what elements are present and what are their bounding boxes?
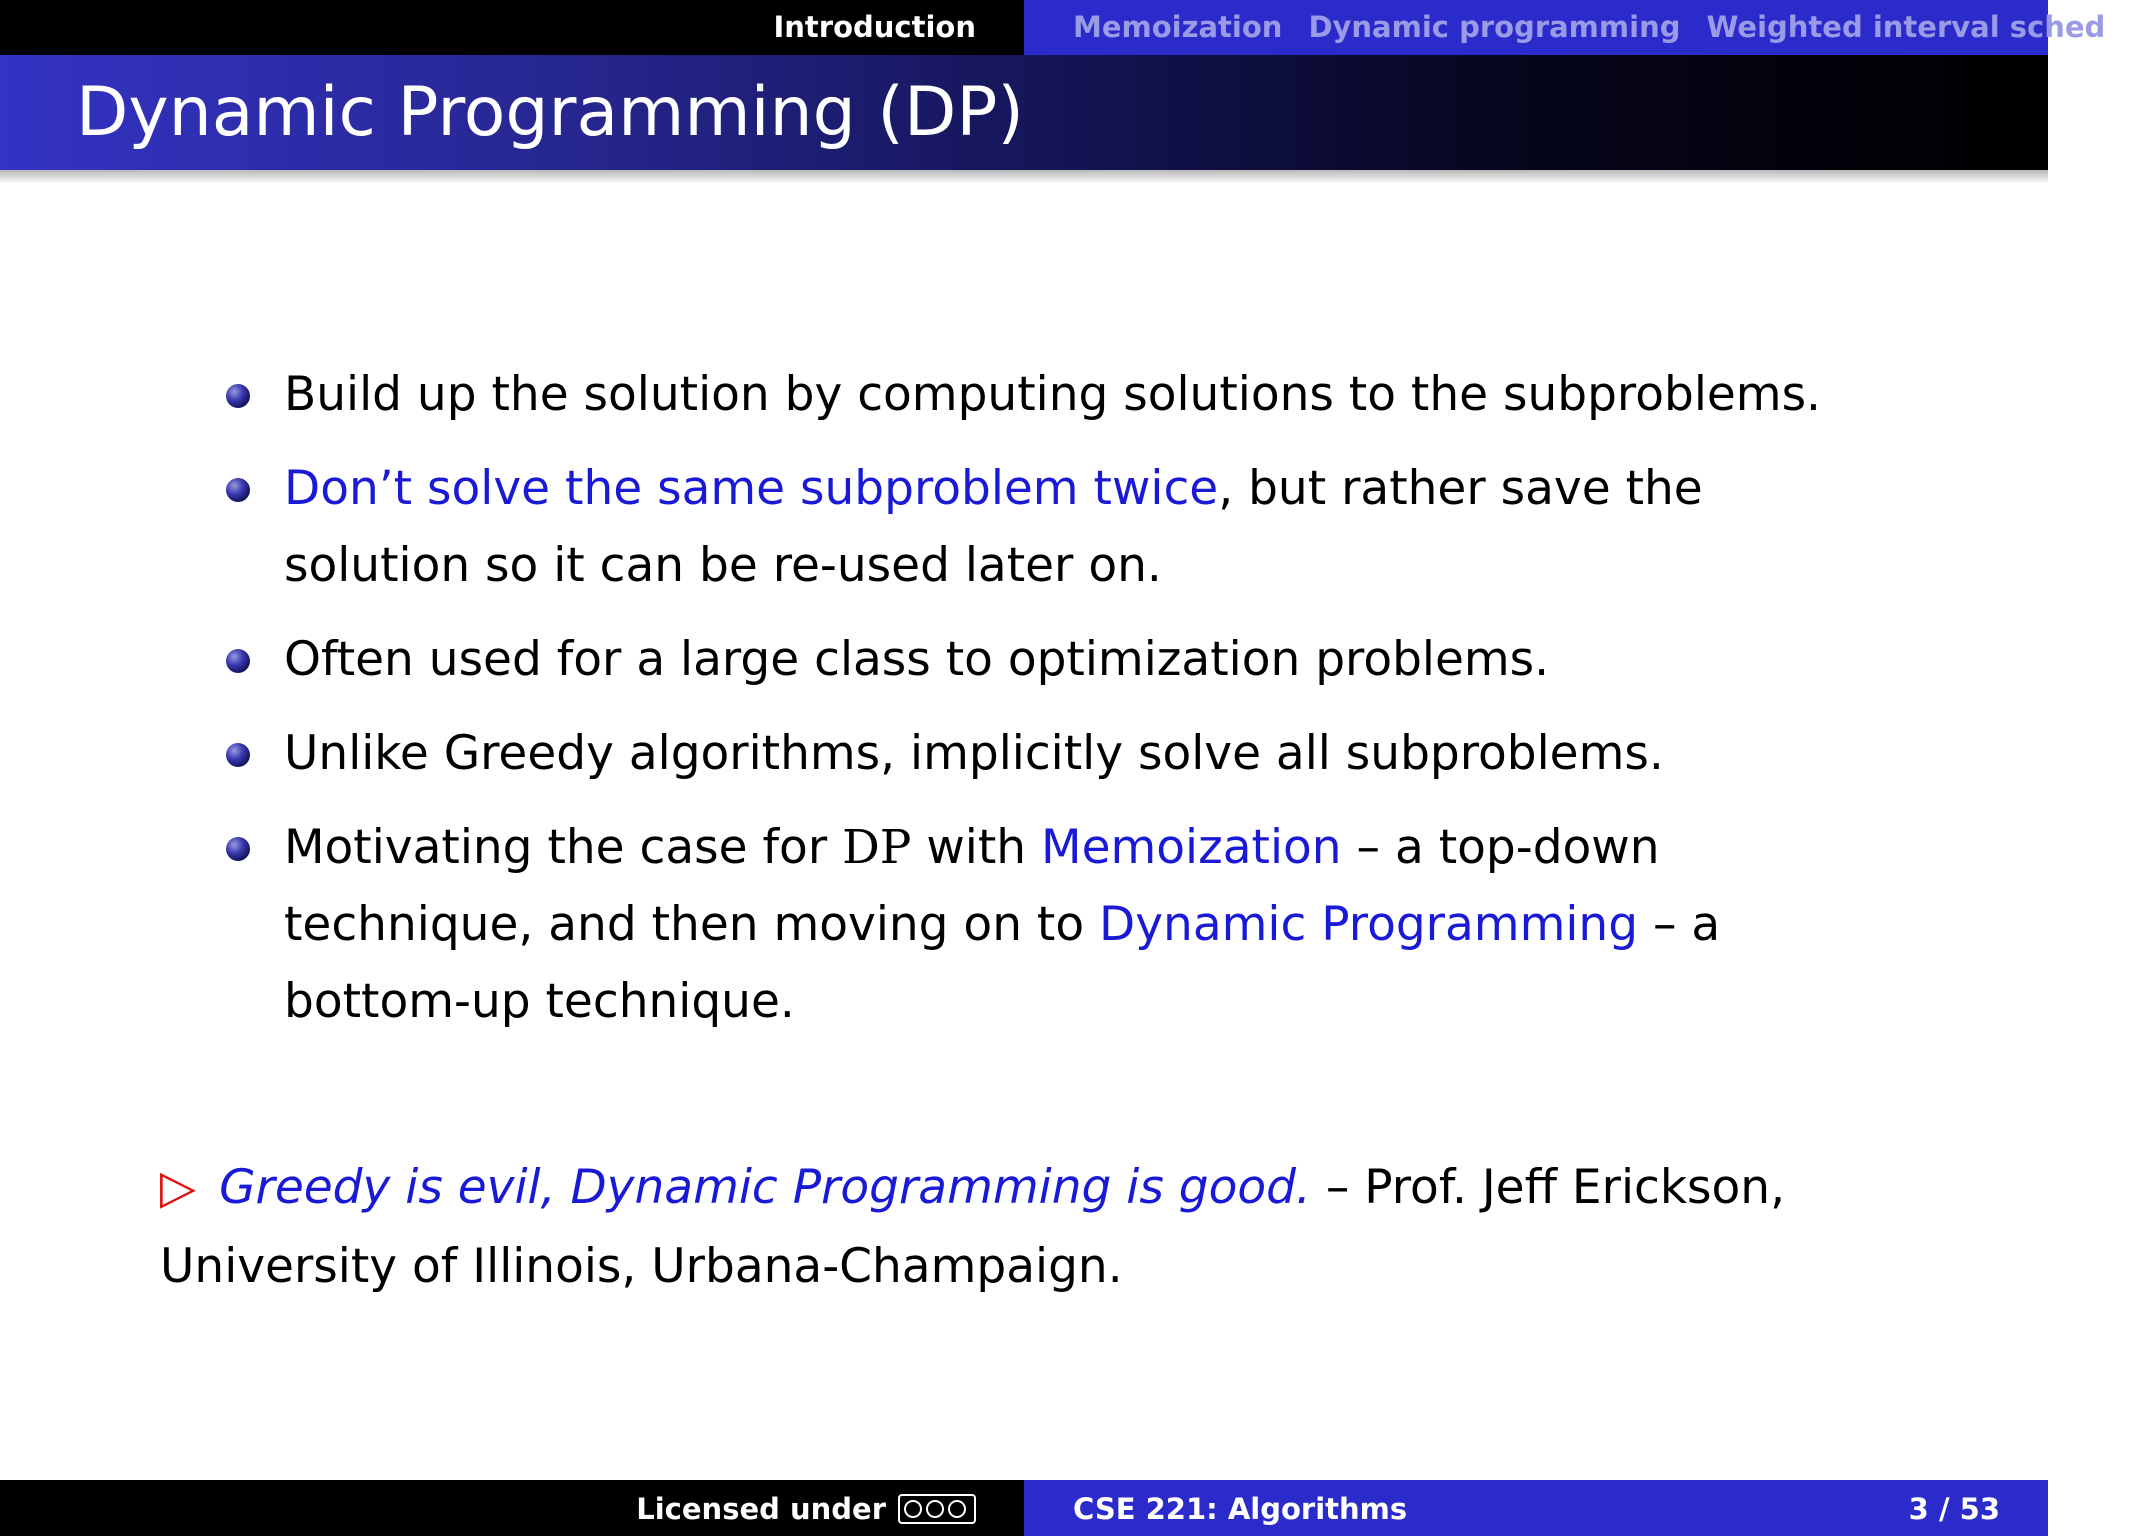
bullet-text: , but rather save the solution so it can be re-used later on.	[284, 461, 1703, 593]
bullet-item	[222, 450, 1882, 604]
creative-commons-icon[interactable]	[898, 1494, 976, 1524]
bullet-highlight: Don’t solve the same subproblem twice	[284, 461, 1219, 516]
nav-left-panel	[0, 0, 1024, 55]
bullet-text: – a top-down technique, and then moving on to	[284, 820, 1660, 952]
bullet-text: – a bottom-up technique.	[284, 897, 1721, 1029]
bullet-ball-icon	[226, 384, 250, 408]
bullet-text: Often used for a large class to optimization problems.	[284, 632, 1550, 687]
triangle-right-icon: ▷	[160, 1160, 197, 1215]
nav-item-memoization[interactable]: Memoization	[1073, 10, 1283, 44]
footer-right	[1024, 1480, 2048, 1536]
quote-block	[160, 1148, 1860, 1306]
section-navigation	[0, 0, 2106, 55]
nav-item-introduction[interactable]: Introduction	[773, 10, 976, 44]
footer-left	[0, 1480, 1024, 1536]
license-label: Licensed under	[636, 1492, 886, 1526]
dynamic-programming-link[interactable]: Dynamic Programming	[1099, 897, 1639, 952]
bullet-ball-icon	[226, 837, 250, 861]
nav-right-panel	[1024, 0, 2106, 55]
license-info	[636, 1492, 976, 1526]
slide-title: Dynamic Programming (DP)	[76, 73, 1024, 152]
memoization-link[interactable]: Memoization	[1041, 820, 1342, 875]
bullet-text: Unlike Greedy algorithms, implicitly solve all subproblems.	[284, 726, 1664, 781]
cc-circle-icon	[904, 1500, 922, 1518]
quote-text: Greedy is evil, Dynamic Programming is good.	[219, 1160, 1311, 1215]
bullet-ball-icon	[226, 478, 250, 502]
bullet-item	[222, 356, 1882, 433]
bullet-text: Motivating the case for	[284, 820, 843, 875]
nav-sections	[1073, 10, 2131, 44]
nav-item-dynamic-programming[interactable]: Dynamic programming	[1308, 10, 1681, 44]
dp-math-text: DP	[842, 820, 912, 875]
course-title: CSE 221: Algorithms	[1073, 1492, 1408, 1526]
bullet-text: with	[911, 820, 1042, 875]
bullet-ball-icon	[226, 743, 250, 767]
quote-attribution: – Prof. Jeff Erickson, University of Illinois, Urbana-Champaign.	[160, 1160, 1786, 1294]
bullet-list	[222, 356, 1882, 1057]
nc-circle-icon	[948, 1500, 966, 1518]
bullet-ball-icon	[226, 649, 250, 673]
nav-item-weighted-interval[interactable]: Weighted interval sched	[1706, 10, 2106, 44]
by-circle-icon	[926, 1500, 944, 1518]
page-number: 3 / 53	[1908, 1492, 2000, 1526]
bullet-text: Build up the solution by computing solutions to the subproblems.	[284, 367, 1822, 422]
bullet-item	[222, 715, 1882, 792]
bullet-item	[222, 621, 1882, 698]
footer	[0, 1480, 2048, 1536]
title-bar	[0, 55, 2048, 170]
bullet-item	[222, 809, 1882, 1040]
title-shadow	[0, 170, 2048, 184]
